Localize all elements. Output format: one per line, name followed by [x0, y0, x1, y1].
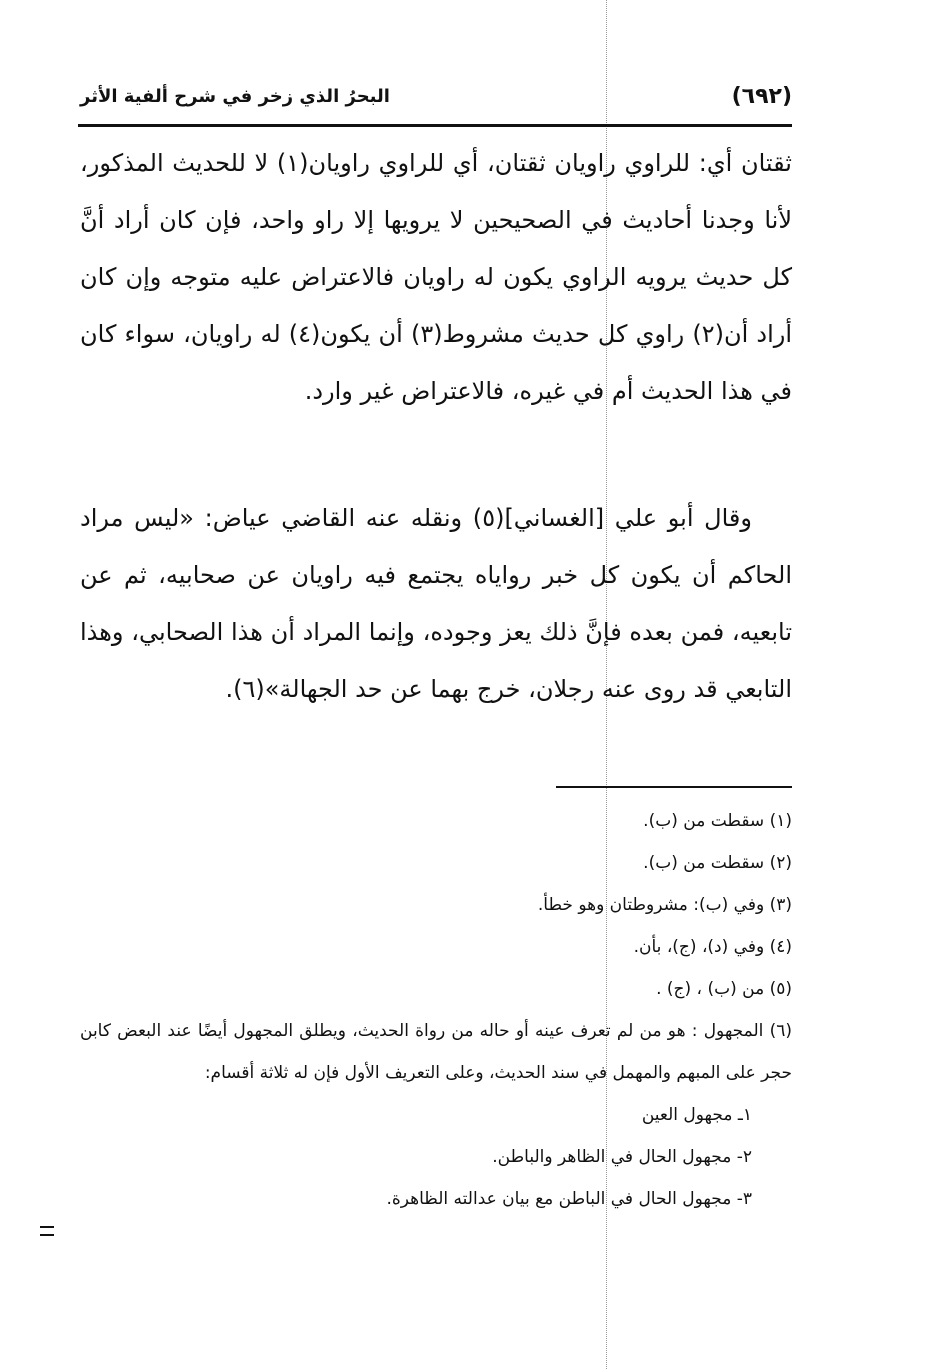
footnote-2: (٢) سقطت من (ب).: [643, 853, 792, 873]
footnote-6-item-3: ٣- مجهول الحال في الباطن مع بيان عدالته الظاهرة.: [386, 1189, 752, 1209]
page-header: [80, 82, 792, 118]
footnote-6-item-1: ١ـ مجهول العين: [641, 1105, 752, 1125]
footnote-divider: [556, 786, 792, 788]
footnote-5: (٥) من (ب) ، (ج) .: [656, 979, 792, 999]
footnote-4: (٤) وفي (د)، (ج)، بأن.: [633, 937, 792, 957]
page-number: (٦٩٢): [731, 84, 792, 109]
footnotes-section: [80, 800, 792, 1220]
footnote-3: (٣) وفي (ب): مشروطتان وهو خطأ.: [537, 895, 792, 915]
body-paragraph-2: وقال أبو علي [الغساني](٥) ونقله عنه القاضي عياض: «ليس مراد الحاكم أن يكون كل خبر رواياه يجتمع فيه راويان عن صحابيه، ثم عن تابعيه، فمن بعده فإنَّ ذلك يعز وجوده، وإنما المراد أن هذا الصحابي، وهذا التابعي قد روى عنه رجلان، خرج بهما عن حد الجهالة»(٦).: [80, 504, 792, 703]
header-divider: [78, 124, 792, 127]
book-title: البحرُ الذي زخر في شرح ألفية الأثر: [80, 86, 390, 107]
body-paragraph-1: ثقتان أي: للراوي راويان ثقتان، أي للراوي راويان(١) لا للحديث المذكور، لأنا وجدنا أحاديث في الصحيحين لا يرويها إلا راو واحد، فإن كان أراد أنَّ كل حديث يرويه الراوي يكون له راويان فالاعتراض عليه متوجه وإن كان أراد أن(٢) راوي كل حديث مشروط(٣) أن يكون(٤) له راويان، سواء كان في هذا الحديث أم في غيره، فالاعتراض غير وارد.: [80, 149, 793, 405]
footnote-1: (١) سقطت من (ب).: [643, 811, 792, 831]
footnote-6-item-2: ٢- مجهول الحال في الظاهر والباطن.: [492, 1147, 752, 1167]
footnote-6: (٦) المجهول : هو من لم تعرف عينه أو حاله من رواة الحديث، ويطلق المجهول أيضًا عند البعض كابن حجر على المبهم والمهمل في سند الحديث، وعلى التعريف الأول فإن له ثلاثة أقسام:: [80, 1021, 792, 1083]
margin-equals-mark: [40, 1226, 54, 1236]
